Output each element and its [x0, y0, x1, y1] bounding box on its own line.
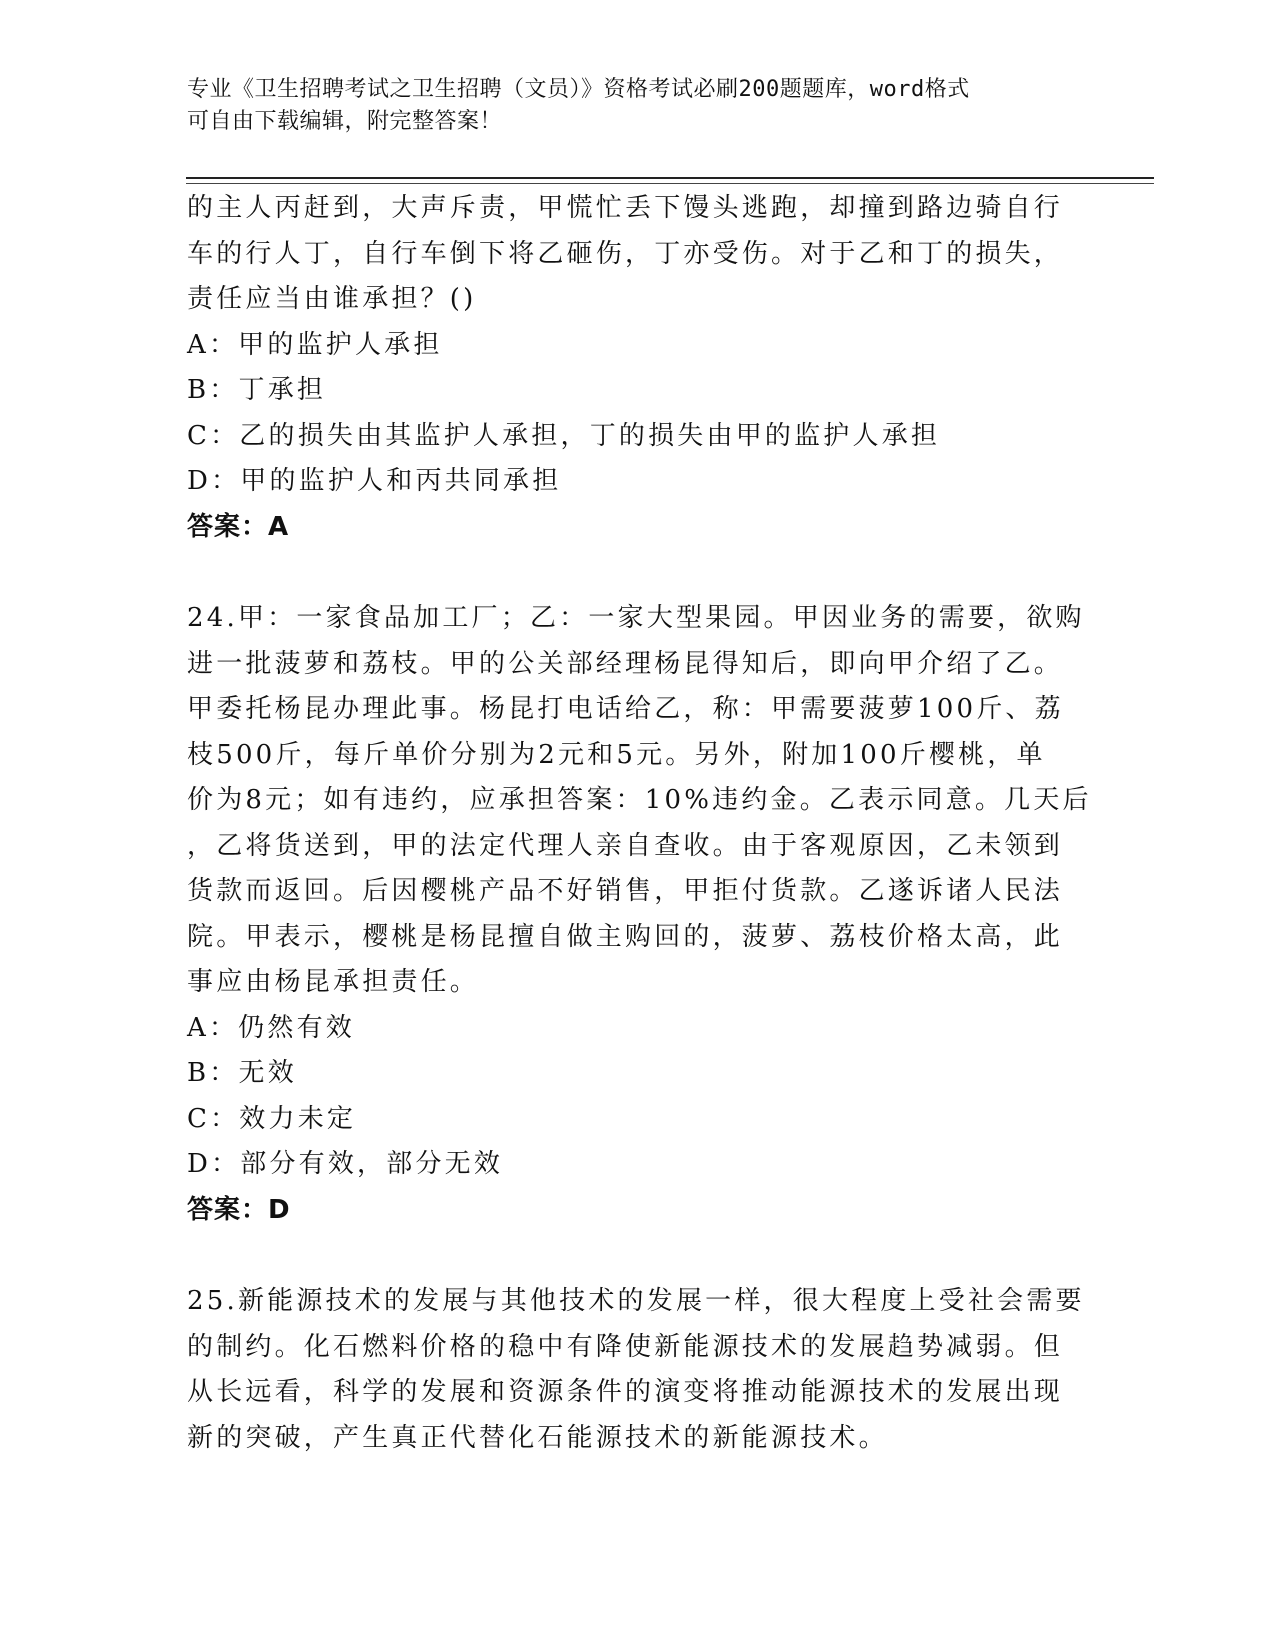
question-24-option-c: C：效力未定 — [187, 1103, 357, 1134]
question-25 — [187, 1279, 1087, 1461]
question-25-text-line: 的制约。化石燃料价格的稳中有降使新能源技术的发展趋势减弱。但 — [187, 1331, 1064, 1362]
header-title-line-2: 可自由下载编辑，附完整答案！ — [187, 109, 503, 134]
question-24-text-line: 进一批菠萝和荔枝。甲的公关部经理杨昆得知后，即向甲介绍了乙。 — [187, 648, 1064, 679]
header-title-line-1: 专业《卫生招聘考试之卫生招聘（文员）》资格考试必刷200题题库，word格式 — [187, 77, 970, 102]
question-23-option-c: C：乙的损失由其监护人承担，丁的损失由甲的监护人承担 — [187, 420, 941, 451]
question-23-text-line: 车的行人丁，自行车倒下将乙砸伤，丁亦受伤。对于乙和丁的损失， — [187, 238, 1064, 269]
question-24 — [187, 596, 1092, 1233]
question-24-option-d: D：部分有效，部分无效 — [187, 1149, 504, 1179]
question-24-option-a: A：仍然有效 — [187, 1012, 355, 1043]
question-25-text-line: 从长远看，科学的发展和资源条件的演变将推动能源技术的发展出现 — [187, 1377, 1064, 1407]
question-24-text-line: ，乙将货送到，甲的法定代理人亲自查收。由于客观原因，乙未领到 — [187, 830, 1064, 861]
question-24-text-line: 24.甲：一家食品加工厂；乙：一家大型果园。甲因业务的需要，欲购 — [187, 603, 1085, 633]
question-25-text-line: 新的突破，产生真正代替化石能源技术的新能源技术。 — [187, 1422, 888, 1453]
header-divider-thin — [186, 183, 1154, 184]
question-24-answer: 答案：D — [187, 1194, 291, 1225]
question-23-text-line: 责任应当由谁承担？() — [187, 284, 477, 314]
question-24-text-line: 院。甲表示，樱桃是杨昆擅自做主购回的，菠萝、荔枝价格太高，此 — [187, 921, 1064, 952]
question-24-text-line: 枝500斤，每斤单价分别为2元和5元。另外，附加100斤樱桃，单 — [187, 739, 1046, 770]
question-23-option-b: B：丁承担 — [187, 375, 327, 405]
question-24-text-line: 甲委托杨昆办理此事。杨昆打电话给乙，称：甲需要菠萝100斤、荔 — [187, 694, 1064, 724]
question-23-option-a: A：甲的监护人承担 — [187, 329, 443, 360]
question-23-option-d: D：甲的监护人和丙共同承担 — [187, 466, 562, 496]
question-23 — [187, 186, 1087, 550]
header-divider-thick — [186, 177, 1154, 179]
question-24-text-line: 货款而返回。后因樱桃产品不好销售，甲拒付货款。乙遂诉诸人民法 — [187, 876, 1064, 906]
question-25-text-line: 25.新能源技术的发展与其他技术的发展一样，很大程度上受社会需要 — [187, 1286, 1085, 1316]
page-header — [187, 74, 1067, 138]
question-23-answer: 答案：A — [187, 511, 290, 542]
question-24-option-b: B：无效 — [187, 1058, 297, 1088]
question-24-text-line: 价为8元；如有违约，应承担答案：10%违约金。乙表示同意。几天后 — [187, 785, 1092, 815]
question-24-text-line: 事应由杨昆承担责任。 — [187, 967, 480, 997]
question-23-text-line: 的主人丙赶到，大声斥责，甲慌忙丢下馒头逃跑，却撞到路边骑自行 — [187, 193, 1064, 223]
